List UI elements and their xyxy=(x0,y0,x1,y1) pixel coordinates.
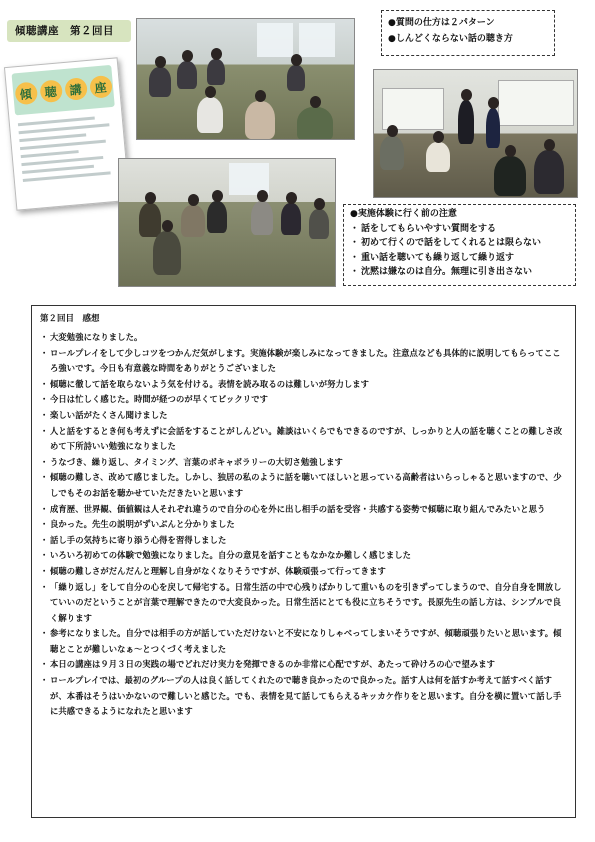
review-item: ・ 大変勉強になりました。 xyxy=(40,330,567,346)
review-item: ・ うなづき、繰り返し、タイミング、言葉のボキャボラリーの大切さ勉強します xyxy=(40,455,567,471)
precautions-item: ・ 話をしてもらいやすい質問をする xyxy=(350,222,569,237)
photo-role-play-groups xyxy=(118,158,336,287)
flyer-body-text xyxy=(18,115,119,182)
precautions-item: ・ 沈黙は嫌なのは自分。無理に引き出さない xyxy=(350,265,569,280)
review-item: ・ 本日の講座は９月３日の実践の場でどれだけ実力を発揮できるのか非常に心配ですが、あたって砕けろの心で望みます xyxy=(40,657,567,673)
review-item: ・ 今日は忙しく感じた。時間が経つのが早くてビックリです xyxy=(40,392,567,408)
review-item: ・ 「繰り返し」をして自分の心を戻して帰宅する。日常生活の中で心残りばかりして重いものを引きずってしまうので、自分自身を開放していいのだということが言葉で理解できたので大変良かった。日常生活にとても役に立ちそうです。長原先生の話し方は、シンプルで良く解ります xyxy=(40,580,567,627)
precautions-box xyxy=(343,204,576,286)
review-item: ・ 人と話をするとき何も考えずに会話をすることがしんどい。雑談はいくらでもできるのですが、しっかりと人の話を聴くことの難しさ改めて下所詩いい勉強になりました xyxy=(40,424,567,455)
page-title: 傾聴講座 第２回目 xyxy=(7,20,131,42)
review-item: ・ ロールプレイをして少しコツをつかんだ気がします。実施体験が楽しみになってきました。注意点なども具体的に説明してもらってこころ強いです。今日も有意義な時間をありがとうございました xyxy=(40,346,567,377)
reviews-list xyxy=(40,330,567,720)
review-item: ・ ロールプレイでは、最初のグループの人は良く話してくれたので聴き良かったので良かった。話す人は何を話すか考えて話すべく話すが、本番はそうはいかないので難しいと感じた。でも、表情を見て話してもらえるキッカケ作りをと思います。自分を横に置いて話し手に共感できるようになれたと思います xyxy=(40,673,567,720)
flyer-heading-char: 講 xyxy=(64,77,88,101)
review-item: ・ いろいろ初めての体験で勉強になりました。自分の意見を話すこともなかなか難しく感じました xyxy=(40,548,567,564)
review-item: ・ 参考になりました。自分では相手の方が話していただけないと不安になりしゃべってしまいそうですが、傾聴頑張りたいと思います。傾聴とことが難しいなぁ～とつくづく考えました xyxy=(40,626,567,657)
topics-item: ●質問の仕方は２パターン xyxy=(388,18,495,28)
photo-seminar-audience xyxy=(136,18,355,140)
bullet-icon: ・ xyxy=(350,252,360,263)
bullet-icon: ・ xyxy=(350,238,360,248)
review-item: ・ 傾聴の難しさ、改めて感じました。しかし、独居の私のように話を聴いてほしいと思っている高齢者はいらっしゃると思いますので、少しでもそのお話を聴かせていただきたいと思います xyxy=(40,470,567,501)
topics-box xyxy=(381,10,555,56)
flyer-heading-char: 傾 xyxy=(14,82,38,106)
review-item: ・ 話し手の気持ちに寄り添う心得を習得しました xyxy=(40,533,567,549)
flyer-heading-char: 聴 xyxy=(39,79,63,103)
precautions-item: ・ 重い話を聴いても繰り返して繰り返す xyxy=(350,251,569,266)
review-item: ・ 楽しい話がたくさん聞けました xyxy=(40,408,567,424)
review-item: ・ 傾聴の難しさがだんだんと理解し自身がなくなりそうですが、体験頑張って行ってきます xyxy=(40,564,567,580)
participant-reviews xyxy=(31,305,576,818)
reviews-heading: 第２回目 感想 xyxy=(40,314,100,324)
flyer-heading xyxy=(12,65,115,116)
review-item: ・ 傾聴に徹して話を取らないよう気を付ける。表情を読み取るのは難しいが努力します xyxy=(40,377,567,393)
review-item: ・ 成育歴、世界観、価値観は人それぞれ違うので自分の心を外に出し相手の話を受容・共感する姿勢で傾聴に取り組んでみたいと思う xyxy=(40,502,567,518)
bullet-icon: ・ xyxy=(350,267,360,277)
review-item: ・ 良かった。先生の説明がずいぶんと分かりました xyxy=(40,517,567,533)
precautions-item: ・ 初めて行くので話をしてくれるとは限らない xyxy=(350,236,569,251)
bullet-icon: ・ xyxy=(350,223,360,234)
topics-item: ●しんどくならない話の聴き方 xyxy=(388,34,513,44)
event-flyer-image xyxy=(4,57,130,210)
photo-whiteboard-lecture xyxy=(373,69,578,198)
precautions-heading: ●実施体験に行く前の注意 xyxy=(350,209,457,219)
flyer-heading-char: 座 xyxy=(89,75,113,99)
